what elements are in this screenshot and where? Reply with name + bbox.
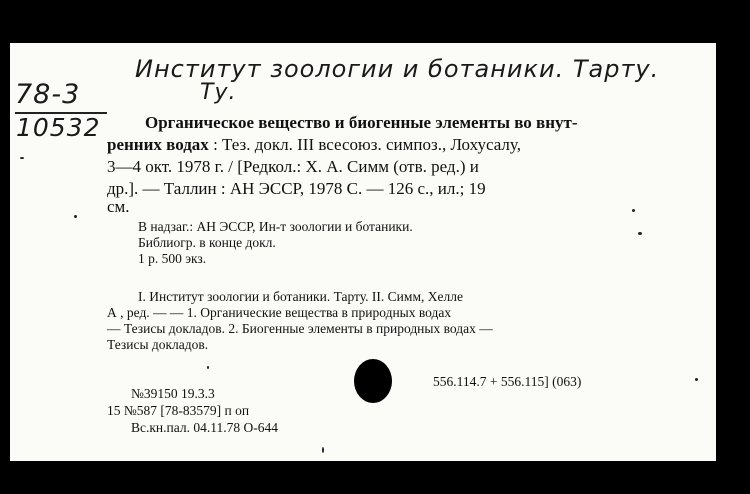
entry-title-end: ренних водах (107, 135, 209, 154)
note-line-3: 1 р. 500 экз. (138, 251, 207, 266)
speck (322, 447, 324, 453)
record-number: №39150 19.3.3 (131, 386, 215, 401)
entry-line-2 (107, 134, 521, 156)
classification-index: 556.114.7 + 556.115] (063) (433, 374, 582, 389)
speck (207, 366, 209, 369)
punch-hole (354, 359, 392, 403)
footer-line-3: Вс.кн.пал. 04.11.78 О-644 (131, 420, 278, 435)
handwritten-call-number-bottom: 10532 (16, 113, 101, 142)
entry-line-1: Органическое вещество и биогенные элементы во внут- (145, 113, 578, 132)
entry-line-5: см. (107, 197, 130, 216)
speck (632, 209, 635, 212)
speck (695, 378, 698, 381)
speck (74, 215, 77, 218)
handwritten-call-number-top: 78-3 (15, 79, 81, 110)
entry-line-2-rest: : Тез. докл. III всесоюз. симпоз., Лохусалу, (208, 135, 521, 154)
note-line-1: В надзаг.: АН ЭССР, Ин-т зоологии и ботаники. (138, 219, 413, 234)
tracing-line-1: I. Институт зоологии и ботаники. Тарту. II. Симм, Хелле (138, 289, 463, 304)
footer-line-2: 15 №587 [78-83579] п оп (107, 403, 250, 418)
catalog-card (10, 43, 716, 461)
handwritten-note: Институт зоологии и ботаники. Тарту. (135, 55, 660, 83)
tracing-line-3: — Тезисы докладов. 2. Биогенные элементы в природных водах — (107, 321, 493, 336)
note-line-2: Библиогр. в конце докл. (138, 235, 276, 250)
speck (638, 232, 642, 235)
entry-line-4: др.]. — Таллин : АН ЭССР, 1978 С. — 126 с., ил.; 19 (107, 179, 486, 198)
entry-line-3: 3—4 окт. 1978 г. / [Редкол.: Х. А. Симм (отв. ред.) и (107, 157, 479, 176)
tracing-line-4: Тезисы докладов. (107, 337, 209, 352)
speck (20, 157, 24, 159)
handwritten-note-continuation: Ту. (200, 80, 237, 105)
tracing-line-2: А , ред. — — 1. Органические вещества в природных водах (107, 305, 452, 320)
